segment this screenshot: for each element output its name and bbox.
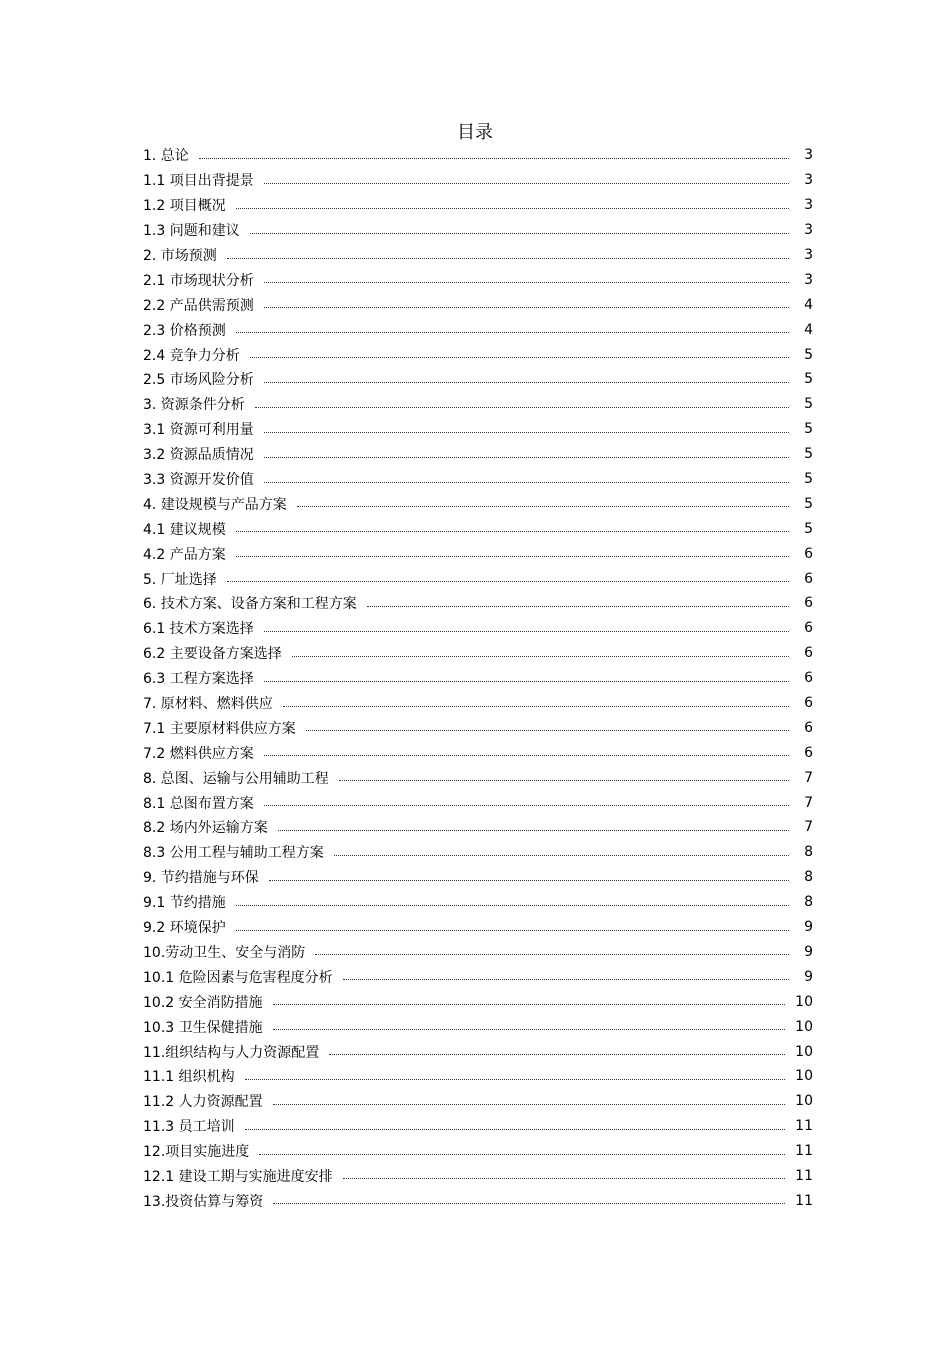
toc-entry[interactable] <box>143 392 813 417</box>
toc-entry[interactable] <box>143 691 813 716</box>
toc-entry-page-number: 11 <box>795 1167 813 1184</box>
toc-entry-page-number: 3 <box>804 197 813 214</box>
toc-entry-page-number: 8 <box>804 869 813 886</box>
toc-entry-page-number: 4 <box>804 321 813 338</box>
toc-entry[interactable] <box>143 317 813 342</box>
dot-leader <box>264 457 789 458</box>
toc-entry-label: 6. 技术方案、设备方案和工程方案 <box>143 596 357 613</box>
toc-entry-label: 6.1 技术方案选择 <box>143 621 254 638</box>
toc-entry-page-number: 5 <box>804 520 813 537</box>
dot-leader <box>199 158 789 159</box>
toc-entry[interactable] <box>143 641 813 666</box>
toc-entry[interactable] <box>143 467 813 492</box>
toc-entry-page-number: 7 <box>804 819 813 836</box>
toc-entry-label: 2.2 产品供需预测 <box>143 297 254 314</box>
dot-leader <box>264 805 789 806</box>
toc-entry-label: 1. 总论 <box>143 148 189 165</box>
toc-entry-page-number: 10 <box>795 1043 813 1060</box>
toc-entry-label: 3.1 资源可利用量 <box>143 422 254 439</box>
toc-entry-label: 2.1 市场现状分析 <box>143 272 254 289</box>
toc-entry[interactable] <box>143 143 813 168</box>
toc-entry-label: 10.劳动卫生、安全与消防 <box>143 944 306 961</box>
dot-leader <box>278 830 789 831</box>
toc-entry-label: 12.项目实施进度 <box>143 1144 250 1161</box>
toc-entry[interactable] <box>143 1064 813 1089</box>
dot-leader <box>236 208 789 209</box>
toc-entry-label: 4.1 建议规模 <box>143 521 226 538</box>
toc-entry[interactable] <box>143 168 813 193</box>
toc-entry-label: 2.3 价格预测 <box>143 322 226 339</box>
toc-entry[interactable] <box>143 890 813 915</box>
dot-leader <box>236 930 789 931</box>
toc-entry-label: 2.4 竞争力分析 <box>143 347 240 364</box>
toc-entry-page-number: 11 <box>795 1118 813 1135</box>
toc-entry-page-number: 6 <box>804 620 813 637</box>
toc-entry-label: 8. 总图、运输与公用辅助工程 <box>143 770 329 787</box>
toc-entry-label: 9. 节约措施与环保 <box>143 870 259 887</box>
toc-entry-page-number: 3 <box>804 222 813 239</box>
toc-entry[interactable] <box>143 840 813 865</box>
toc-entry[interactable] <box>143 292 813 317</box>
toc-entry-label: 2.5 市场风险分析 <box>143 372 254 389</box>
toc-entry[interactable] <box>143 1139 813 1164</box>
toc-entry-page-number: 6 <box>804 719 813 736</box>
toc-entry[interactable] <box>143 666 813 691</box>
dot-leader <box>343 979 789 980</box>
dot-leader <box>343 1178 786 1179</box>
toc-entry-label: 12.1 建设工期与实施进度安排 <box>143 1168 333 1185</box>
toc-entry[interactable] <box>143 367 813 392</box>
toc-entry-page-number: 7 <box>804 794 813 811</box>
dot-leader <box>273 1203 785 1204</box>
toc-entry-label: 11.2 人力资源配置 <box>143 1094 263 1111</box>
toc-entry-page-number: 10 <box>795 1093 813 1110</box>
toc-entry[interactable] <box>143 243 813 268</box>
toc-entry-label: 1.1 项目出背提景 <box>143 173 254 190</box>
toc-entry-page-number: 4 <box>804 296 813 313</box>
toc-entry-label: 1.2 项目概况 <box>143 198 226 215</box>
toc-entry-label: 4.2 产品方案 <box>143 546 226 563</box>
toc-entry-page-number: 5 <box>804 471 813 488</box>
dot-leader <box>259 1154 785 1155</box>
toc-entry-label: 10.3 卫生保健措施 <box>143 1019 263 1036</box>
toc-entry-label: 9.2 环境保护 <box>143 920 226 937</box>
dot-leader <box>245 1129 786 1130</box>
dot-leader <box>250 233 789 234</box>
toc-entry[interactable] <box>143 442 813 467</box>
toc-entry-page-number: 6 <box>804 744 813 761</box>
dot-leader <box>306 730 789 731</box>
dot-leader <box>367 606 789 607</box>
dot-leader <box>255 407 789 408</box>
toc-entry[interactable] <box>143 342 813 367</box>
dot-leader <box>334 855 789 856</box>
toc-entry-page-number: 3 <box>804 271 813 288</box>
toc-entry-page-number: 6 <box>804 645 813 662</box>
toc-entry-page-number: 5 <box>804 371 813 388</box>
toc-entry-page-number: 5 <box>804 421 813 438</box>
toc-entry-label: 2. 市场预测 <box>143 248 217 264</box>
toc-entry[interactable] <box>143 267 813 292</box>
toc-entry-page-number: 3 <box>804 247 813 263</box>
dot-leader <box>236 556 789 557</box>
dot-leader <box>245 1079 786 1080</box>
toc-entry[interactable] <box>143 1014 813 1039</box>
toc-entry-label: 7. 原材料、燃料供应 <box>143 696 273 713</box>
dot-leader <box>264 755 789 756</box>
dot-leader <box>236 332 789 333</box>
toc-entry-page-number: 5 <box>804 446 813 463</box>
dot-leader <box>264 482 789 483</box>
toc-entry-label: 6.2 主要设备方案选择 <box>143 646 282 663</box>
toc-entry-page-number: 7 <box>804 769 813 786</box>
toc-entry[interactable] <box>143 566 813 591</box>
dot-leader <box>297 506 789 507</box>
toc-entry-page-number: 8 <box>804 844 813 861</box>
toc-entry[interactable] <box>143 516 813 541</box>
dot-leader <box>273 1104 786 1105</box>
toc-entry[interactable] <box>143 218 813 243</box>
toc-entry-page-number: 3 <box>804 147 813 164</box>
toc-entry-page-number: 9 <box>804 943 813 960</box>
dot-leader <box>269 880 789 881</box>
toc-entry[interactable] <box>143 915 813 940</box>
dot-leader <box>273 1004 786 1005</box>
toc-entry[interactable] <box>143 1114 813 1139</box>
toc-entry[interactable] <box>143 940 813 965</box>
toc-entry-label: 1.3 问题和建议 <box>143 223 240 240</box>
toc-entry-page-number: 5 <box>804 346 813 363</box>
toc-entry-page-number: 9 <box>804 968 813 985</box>
toc-entry[interactable] <box>143 865 813 890</box>
toc-entry-page-number: 6 <box>804 670 813 687</box>
dot-leader <box>236 905 789 906</box>
toc-entry[interactable] <box>143 1188 813 1213</box>
dot-leader <box>227 581 789 582</box>
toc-entry-label: 13.投资估算与筹资 <box>143 1193 264 1210</box>
toc-entry[interactable] <box>143 1039 813 1064</box>
toc-entry[interactable] <box>143 964 813 989</box>
toc-title: 目录 <box>457 122 493 143</box>
dot-leader <box>264 631 789 632</box>
dot-leader <box>236 531 789 532</box>
toc-entry-label: 10.2 安全消防措施 <box>143 994 263 1011</box>
toc-entry-page-number: 10 <box>795 1068 813 1085</box>
dot-leader <box>273 1029 786 1030</box>
toc-entry-label: 6.3 工程方案选择 <box>143 671 254 688</box>
table-of-contents <box>143 143 813 1213</box>
toc-entry[interactable] <box>143 1164 813 1189</box>
toc-entry-page-number: 8 <box>804 894 813 911</box>
toc-entry[interactable] <box>143 541 813 566</box>
toc-entry-label: 8.1 总图布置方案 <box>143 795 254 812</box>
toc-entry-page-number: 6 <box>804 595 813 612</box>
toc-entry[interactable] <box>143 715 813 740</box>
toc-entry-page-number: 3 <box>804 172 813 189</box>
toc-entry-label: 9.1 节约措施 <box>143 895 226 912</box>
toc-entry-page-number: 6 <box>804 695 813 712</box>
toc-entry[interactable] <box>143 765 813 790</box>
toc-entry[interactable] <box>143 790 813 815</box>
dot-leader <box>250 357 789 358</box>
toc-entry[interactable] <box>143 591 813 616</box>
dot-leader <box>264 681 789 682</box>
toc-entry-label: 7.2 燃料供应方案 <box>143 745 254 762</box>
toc-entry-label: 4. 建设规模与产品方案 <box>143 496 287 513</box>
toc-entry-page-number: 9 <box>804 919 813 936</box>
toc-entry[interactable] <box>143 1089 813 1114</box>
toc-entry[interactable] <box>143 989 813 1014</box>
toc-entry-label: 8.3 公用工程与辅助工程方案 <box>143 845 324 862</box>
dot-leader <box>329 1054 785 1055</box>
toc-entry[interactable] <box>143 740 813 765</box>
toc-entry-page-number: 10 <box>795 993 813 1010</box>
dot-leader <box>264 432 789 433</box>
toc-entry[interactable] <box>143 815 813 840</box>
dot-leader <box>283 706 789 707</box>
toc-entry-label: 3. 资源条件分析 <box>143 397 245 414</box>
toc-entry-page-number: 10 <box>795 1018 813 1035</box>
dot-leader <box>264 282 789 283</box>
toc-entry-page-number: 11 <box>795 1143 813 1160</box>
toc-entry-label: 3.3 资源开发价值 <box>143 472 254 489</box>
toc-entry-label: 11.组织结构与人力资源配置 <box>143 1044 320 1061</box>
toc-entry-label: 7.1 主要原材料供应方案 <box>143 720 296 737</box>
toc-entry-page-number: 5 <box>804 495 813 512</box>
toc-entry-label: 3.2 资源品质情况 <box>143 447 254 464</box>
toc-entry-label: 5. 厂址选择 <box>143 571 217 588</box>
dot-leader <box>227 258 789 259</box>
dot-leader <box>315 954 789 955</box>
toc-entry-page-number: 5 <box>804 396 813 413</box>
dot-leader <box>292 656 789 657</box>
toc-entry[interactable] <box>143 616 813 641</box>
toc-entry-label: 11.3 员工培训 <box>143 1119 235 1136</box>
dot-leader <box>264 307 789 308</box>
toc-entry-page-number: 6 <box>804 570 813 587</box>
dot-leader <box>339 780 789 781</box>
toc-entry[interactable] <box>143 417 813 442</box>
toc-entry-label: 11.1 组织机构 <box>143 1069 235 1086</box>
dot-leader <box>264 382 789 383</box>
toc-entry-label: 8.2 场内外运输方案 <box>143 820 268 837</box>
dot-leader <box>264 183 789 184</box>
toc-entry-label: 10.1 危险因素与危害程度分析 <box>143 969 333 986</box>
toc-entry-page-number: 11 <box>795 1192 813 1209</box>
toc-entry-page-number: 6 <box>804 545 813 562</box>
toc-entry[interactable] <box>143 491 813 516</box>
toc-entry[interactable] <box>143 193 813 218</box>
